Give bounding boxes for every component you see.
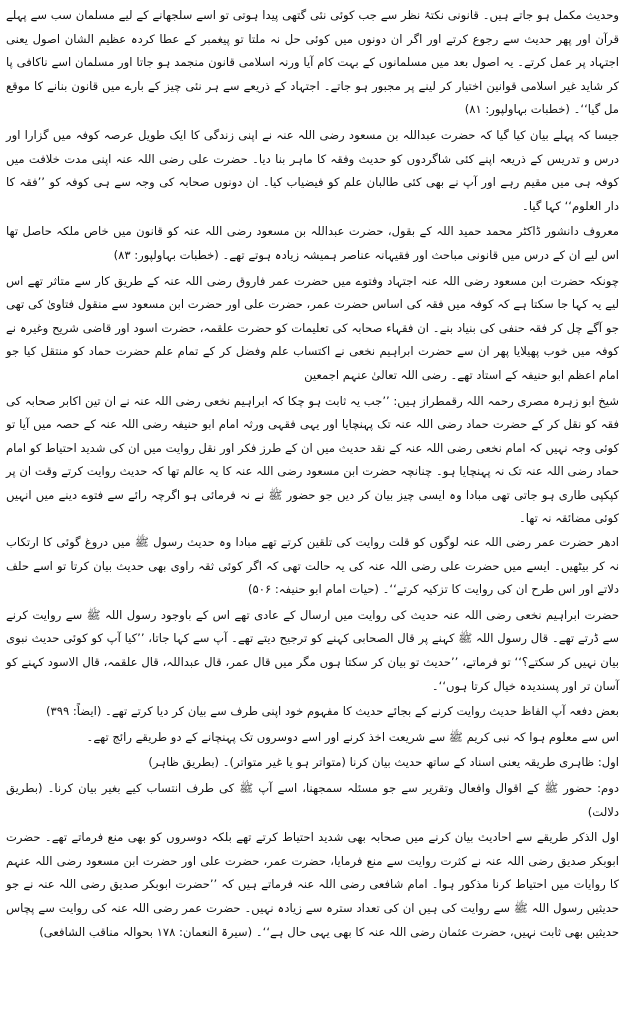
paragraph-hamidullah-quote: معروف دانشور ڈاکٹر محمد حمید اللہ کے بقول، حضرت عبداللہ بن مسعود رضی اللہ عنہ کو قانون میں خاص ملکہ حاصل تھا اس لیے ان کے درس میں قانونی مباحث اور فقیہانہ عناصر ہمیشہ زیادہ ہوتے تھے۔ (خطبات بہاولپور: ۸۳) — [6, 224, 619, 262]
paragraph-companions-caution: اول الذکر طریقے سے احادیث بیان کرنے میں صحابہ بھی شدید احتیاط کرتے تھے بلکہ دوسروں کو بھی منع فرماتے تھے۔ حضرت ابوبکر صدیق رضی اللہ عنہ نے کثرت روایت سے منع فرمایا، حضرت عمر، حضرت علی اور حضرت ابن مسعود رضی اللہ عنہم کا روایات میں احتیاط کرنا مذکور ہوا۔ امام شافعی رضی اللہ عنہ فرماتے ہیں کہ ’’حضرت ابوبکر صدیق رضی اللہ عنہ نے جو حدیثیں رسول اللہ ﷺ سے روایت کی ہیں ان کی تعداد سترہ سے زیادہ نہیں۔ حضرت عمر رضی اللہ عنہ کی روایت سے پچاس حدیثیں بھی ثابت نہیں، حضرت عثمان رضی اللہ عنہ کا بھی یہی حال ہے‘‘۔ (سیرۃ النعمان: ۱۷۸ بحوالہ مناقب الشافعی) — [6, 830, 619, 939]
paragraph-kufa-scholars: جیسا کہ پہلے بیان کیا گیا کہ حضرت عبداللہ بن مسعود رضی اللہ عنہ نے اپنی زندگی کا ایک طویل عرصہ کوفہ میں گزارا اور درس و تدریس کے ذریعہ اپنے کئی شاگردوں کو حدیث وفقہ کا ماہر بنا دیا۔ حضرت علی رضی اللہ عنہ اپنی مدت خلافت میں کوفہ ہی میں مقیم رہے اور آپ نے بھی کئی طالبان علم کو فیضیاب کیا۔ ان دونوں صحابہ کی وجہ سے ہی کوفہ کو ’’فقہ کا دار العلوم‘‘ کہا گیا۔ — [6, 127, 619, 213]
paragraph-first-method: اول: ظاہری طریقہ یعنی اسناد کے ساتھ حدیث بیان کرنا (متواتر ہو یا غیر متواتر)۔ (بطریق ظاہر) — [148, 755, 619, 770]
paragraph-second-method: دوم: حضور ﷺ کے اقوال وافعال وتقریر سے جو مسئلہ سمجھنا، اسے آپ ﷺ کی طرف انتساب کیے بغیر بیان کرنا۔ (بطریق دلالت) — [6, 781, 619, 819]
paragraph-ibrahim-nakhai: حضرت ابراہیم نخعی رضی اللہ عنہ حدیث کی روایت میں ارسال کے عادی تھے اس کے باوجود رسول اللہ ﷺ سے روایت کرنے سے ڈرتے تھے۔ قال رسول اللہ ﷺ کہنے پر قال الصحابی کہنے کو ترجیح دیتے تھے۔ آپ سے کہا جاتا، ’’کیا آپ کو کوئی حدیث نبوی بیان نہیں کر سکتے؟‘‘ تو فرماتے، ’’حدیث تو بیان کر سکتا ہوں مگر میں قال عمر، قال عبداللہ، قال علقمہ، قال الاسود کہنے کو آسان تر اور پسندیدہ خیال کرتا ہوں‘‘۔ — [6, 607, 619, 693]
paragraph-two-methods-intro: اس سے معلوم ہوا کہ نبی کریم ﷺ سے شریعت اخذ کرنے اور اسے دوسروں تک پہنچانے کے دو طریقے رائج تھے۔ — [86, 729, 619, 744]
paragraph-abu-zahra-quote: شیخ ابو زہرہ مصری رحمہ اللہ رقمطراز ہیں: ’’جب یہ ثابت ہو چکا کہ ابراہیم نخعی رضی اللہ عنہ نے ان تین اکابر صحابہ کی فقہ کو نقل کر کے حضرت حماد رضی اللہ عنہ تک پہنچایا اور یہی فقہی ورثہ امام ابو حنیفہ رضی اللہ عنہ کے حصہ میں آیا تو کوئی وجہ نہیں کہ امام نخعی رضی اللہ عنہ کے نقد حدیث میں ان کے طرز فکر اور نقل روایت میں ان کی شدید احتیاط کو امام حماد رضی اللہ عنہ تک نہ پہنچایا ہو۔ چنانچہ حضرت ابن مسعود رضی اللہ عنہ کا یہ عالم تھا کہ حدیث روایت کرتے وقت ان پر کپکپی طاری ہو جاتی تھی مبادا وہ ایسی چیز بیان کر دیں جو حضور ﷺ نے نہ فرمائی ہو اگرچہ رائے سے فتوے دینے میں انہیں کوئی مضائقہ نہ تھا۔ — [6, 393, 619, 526]
paragraph-legal-reasoning: وحدیث مکمل ہو جاتے ہیں۔ قانونی نکتۂ نظر سے جب کوئی نئی گتھی پیدا ہوتی تو اسے سلجھانے کے لیے مسلمان سب سے پہلے قرآن اور پھر حدیث سے رجوع کرتے اور اگر ان دونوں میں کوئی حل نہ ملتا تو پیغمبر کے عطا کردہ عظیم الشان اصول یعنی اجتہاد پر عمل کرتے۔ یہ اصول بعد میں مسلمانوں کے بہت کام آیا ورنہ اسلامی قانون منجمد ہو جاتا اور مسلمان اسے ناکافی پا کر شاید غیر اسلامی قوانین اختیار کر لینے پر مجبور ہو جاتے۔ اجتہاد کے ذریعے سے ہر نئی چیز کے بارے میں قانون بنانے کا موقع مل گیا‘‘۔ (خطبات بہاولپور: ۸۱) — [6, 8, 619, 117]
paragraph-caution-in-narration: ادھر حضرت عمر رضی اللہ عنہ لوگوں کو قلت روایت کی تلقین کرتے تھے مبادا وہ حدیث رسول ﷺ میں دروغ گوئی کا ارتکاب نہ کر بیٹھیں۔ ایسے میں حضرت علی رضی اللہ عنہ کی یہ حالت تھی کہ اگر کوئی ثقہ راوی بھی حدیث بیان کرتا تو اسے حلف دلاتے اور اس طرح ان کی روایت کا تزکیہ کرتے‘‘۔ (حیات امام ابو حنیفہ: ۵۰۶) — [6, 535, 619, 597]
paragraph-kufa-fiqh-basis: چونکہ حضرت ابن مسعود رضی اللہ عنہ اجتہاد وفتوے میں حضرت عمر فاروق رضی اللہ عنہ کے طریق کار سے متاثر تھے اس لیے یہ کہا جا سکتا ہے کہ کوفہ میں فقہ کی اساس حضرت عمر، حضرت علی اور حضرت ابن مسعود سے منقول فتاویٰ کی تھی جو آگے چل کر فقہ حنفی کی بنیاد بنے۔ ان فقہاء صحابہ کی تعلیمات کو حضرت علقمہ، حضرت اسود اور قاضی شریح وغیرہ نے کوفہ میں خوب پھیلایا پھر ان سے حضرت ابراہیم نخعی نے اکتساب علم وفضل کر کے تمام علم حضرت حماد کو منتقل کیا جو امام اعظم ابو حنیفہ کے استاد تھے۔ رضی اللہ تعالیٰ عنہم اجمعین — [6, 273, 619, 382]
paragraph-meaning-narration: بعض دفعہ آپ الفاظ حدیث روایت کرنے کے بجائے حدیث کا مفہوم خود اپنی طرف سے بیان کر دیا کرتے تھے۔ (ایضاً: ۳۹۹) — [45, 704, 619, 719]
